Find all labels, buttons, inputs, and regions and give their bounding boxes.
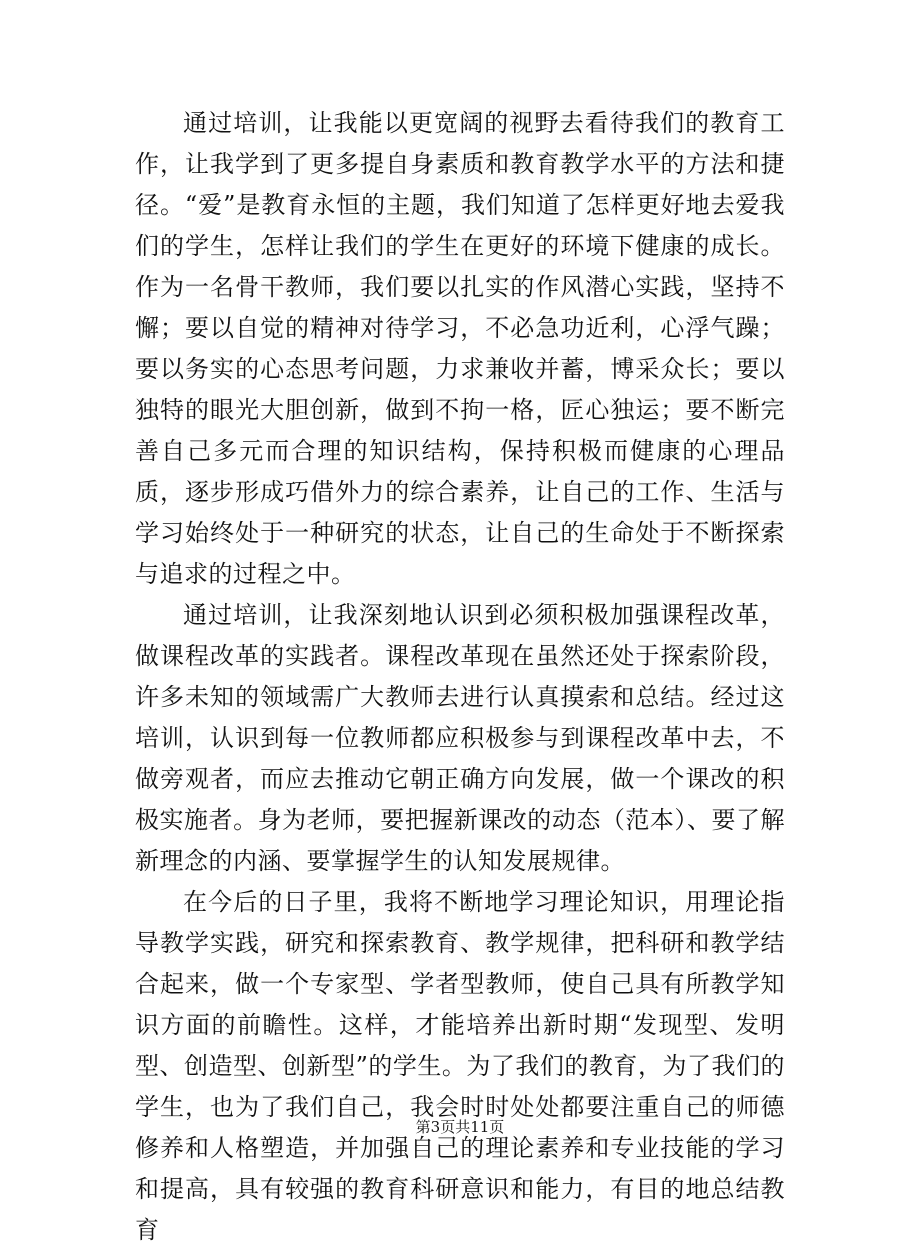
- paragraph-2: 通过培训，让我深刻地认识到必须积极加强课程改革，做课程改革的实践者。课程改革现在虽然还处于探索阶段，许多未知的领域需广大教师去进行认真摸索和总结。经过这培训，认识到每一位教师都应积极参与到课程改革中去，不做旁观者，而应去推动它朝正确方向发展，做一个课改的积极实施者。身为老师，要把握新课改的动态（范本）、要了解新理念的内涵、要掌握学生的认知发展规律。: [135, 601, 785, 875]
- page-number-footer: 第3页共11页: [415, 1118, 505, 1136]
- paragraph-1: 通过培训，让我能以更宽阔的视野去看待我们的教育工作，让我学到了更多提自身素质和教育教学水平的方法和捷径。“爱”是教育永恒的主题，我们知道了怎样更好地去爱我们的学生，怎样让我们的学生在更好的环境下健康的成长。作为一名骨干教师，我们要以扎实的作风潜心实践，坚持不懈；要以自觉的精神对待学习，不必急功近利，心浮气躁；要以务实的心态思考问题，力求兼收并蓄，博采众长；要以独特的眼光大胆创新，做到不拘一格，匠心独运；要不断完善自己多元而合理的知识结构，保持积极而健康的心理品质，逐步形成巧借外力的综合素养，让自己的工作、生活与学习始终处于一种研究的状态，让自己的生命处于不断探索与追求的过程之中。: [135, 109, 785, 588]
- paragraph-3: 在今后的日子里，我将不断地学习理论知识，用理论指导教学实践，研究和探索教育、教学规律，把科研和教学结合起来，做一个专家型、学者型教师，使自己具有所教学知识方面的前瞻性。这样，才能培养出新时期“发现型、发明型、创造型、创新型”的学生。为了我们的教育，为了我们的学生，也为了我们自己，我会时时处处都要注重自己的师德修养和人格塑造，并加强自己的理论素养和专业技能的学习和提高，具有较强的教育科研意识和能力，有目的地总结教育: [135, 888, 785, 1244]
- document-body: [135, 103, 785, 1251]
